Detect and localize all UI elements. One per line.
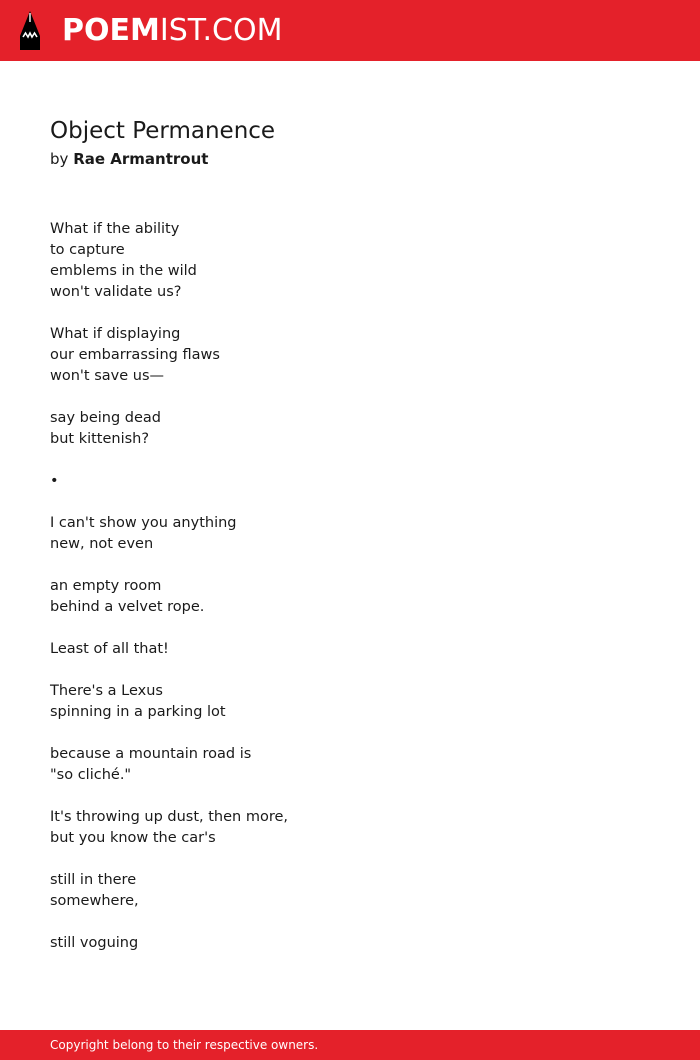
brand-light: IST.COM [159, 13, 283, 48]
poem-line: because a mountain road is [50, 746, 252, 762]
poem-line: I can't show you anything [50, 515, 237, 531]
copyright-notice: Copyright belong to their respective owners. [50, 1038, 319, 1052]
poem-line: somewhere, [50, 893, 139, 909]
site-footer [0, 1030, 700, 1060]
poem-article [50, 114, 650, 975]
poem-line: behind a velvet rope. [50, 599, 205, 615]
pen-nib-icon[interactable] [17, 10, 43, 52]
poem-line: new, not even [50, 536, 154, 552]
stanza [50, 933, 650, 954]
poem-line: It's throwing up dust, then more, [50, 809, 289, 825]
poem-title: Object Permanence [50, 118, 276, 144]
poem-line: "so cliché." [50, 767, 132, 783]
stanza [50, 870, 650, 912]
stanza [50, 744, 650, 786]
poem-line: There's a Lexus [50, 683, 163, 699]
poem-line: to capture [50, 242, 125, 258]
site-header [0, 0, 700, 61]
poem-line: our embarrassing flaws [50, 347, 220, 363]
stanza [50, 219, 650, 303]
poem-body [50, 219, 650, 954]
poem-line: What if the ability [50, 221, 180, 237]
poem-line: Least of all that! [50, 641, 169, 657]
poem-line: but you know the car's [50, 830, 216, 846]
byline [50, 148, 650, 170]
poem-line: emblems in the wild [50, 263, 197, 279]
poem-line: What if displaying [50, 326, 181, 342]
bullet-separator: • [50, 473, 59, 489]
stanza [50, 513, 650, 555]
stanza [50, 576, 650, 618]
stanza [50, 324, 650, 387]
stanza-separator [50, 471, 650, 492]
poem-line: say being dead [50, 410, 162, 426]
author-name: Rae Armantrout [73, 150, 209, 168]
poem-line: still voguing [50, 935, 139, 951]
by-label: by [50, 150, 69, 168]
poem-line: still in there [50, 872, 137, 888]
poem-line: won't validate us? [50, 284, 182, 300]
stanza [50, 681, 650, 723]
stanza [50, 408, 650, 450]
poem-line: but kittenish? [50, 431, 150, 447]
poem-line: spinning in a parking lot [50, 704, 226, 720]
site-logo[interactable] [62, 12, 282, 50]
poem-line: an empty room [50, 578, 162, 594]
poem-line: won't save us— [50, 368, 164, 384]
stanza [50, 639, 650, 660]
stanza [50, 807, 650, 849]
brand-bold: POEM [62, 13, 160, 48]
